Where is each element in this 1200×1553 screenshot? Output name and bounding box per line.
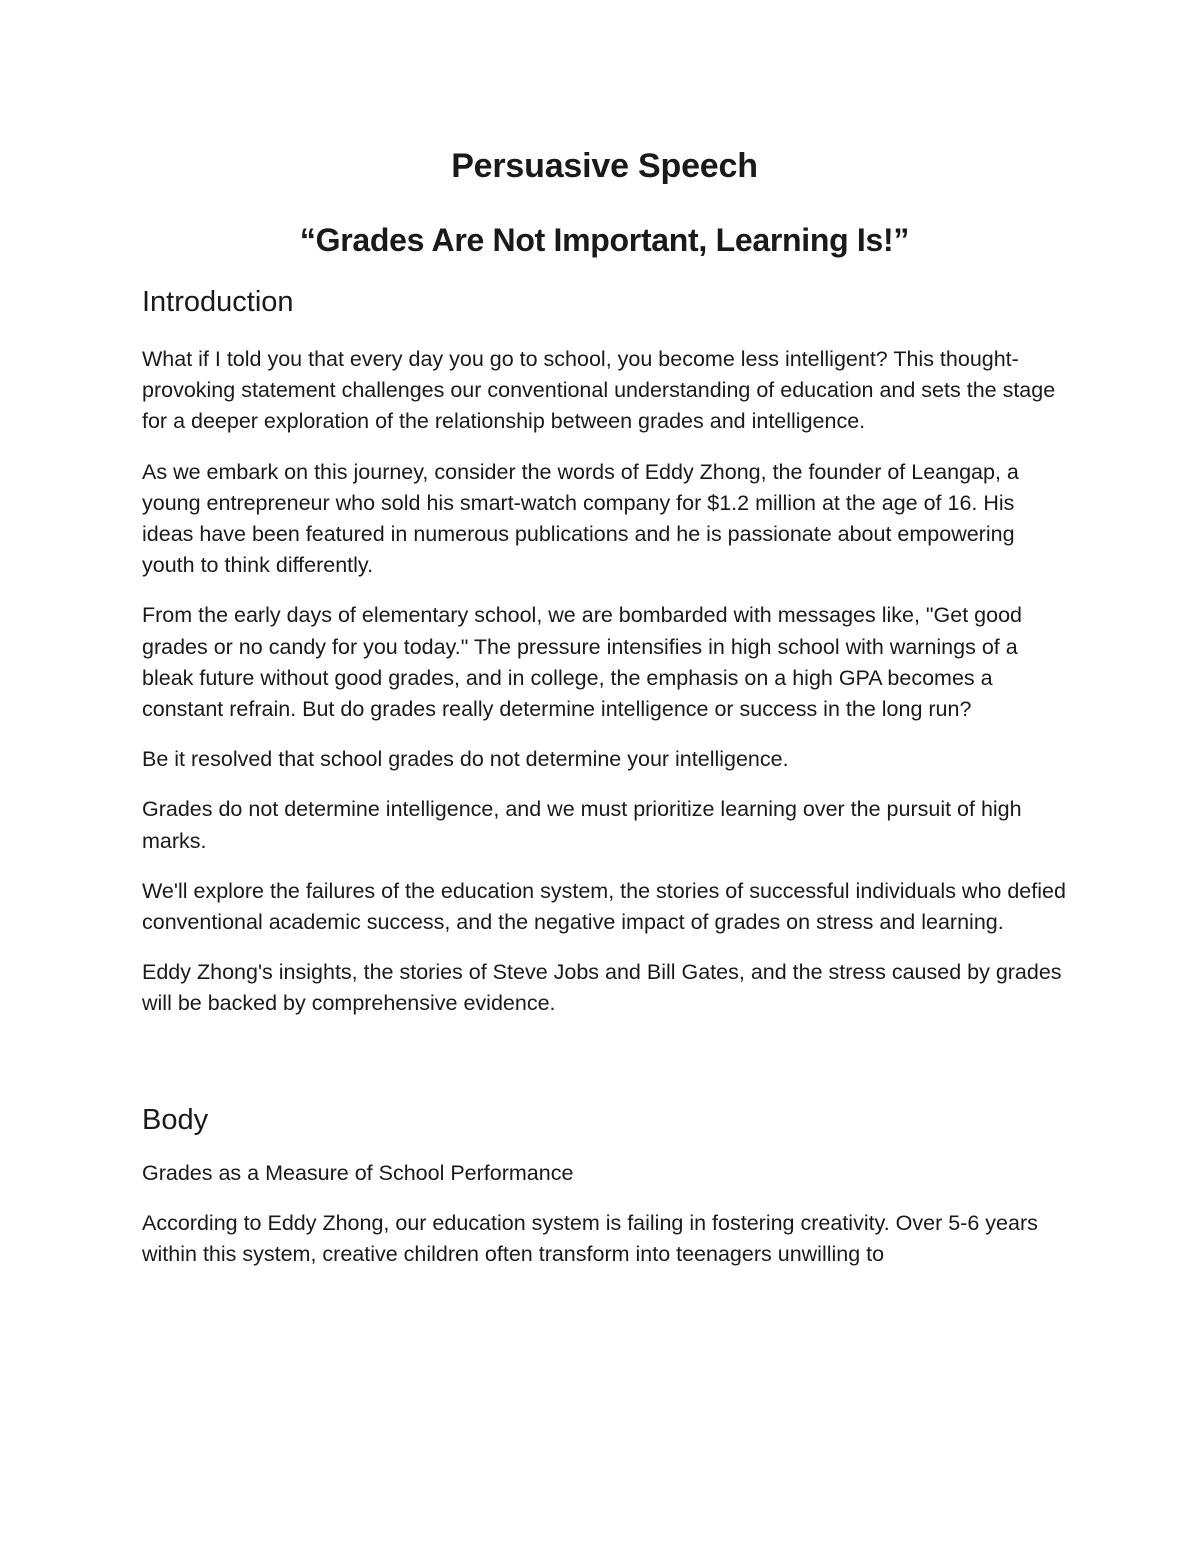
body-heading: Body bbox=[142, 1103, 209, 1136]
body-paragraph: According to Eddy Zhong, our education system is failing in fostering creativity. Over 5-6 years within this system, creative children often transform into teenagers unwilling to bbox=[142, 1210, 1038, 1267]
body-subheading: Grades as a Measure of School Performance bbox=[142, 1160, 574, 1185]
document-content bbox=[142, 140, 1067, 1270]
intro-paragraph: Eddy Zhong's insights, the stories of Steve Jobs and Bill Gates, and the stress caused by grades will be backed by comprehensive evidence. bbox=[142, 960, 1062, 1016]
intro-paragraph: From the early days of elementary school, we are bombarded with messages like, "Get good grades or no candy for you today." The pressure intensifies in high school with warnings of a bleak future without good grades, and in college, the emphasis on a high GPA becomes a constant refrain. But do grades really determine intelligence or success in the long run? bbox=[142, 603, 1022, 722]
intro-paragraph: Grades do not determine intelligence, and we must prioritize learning over the pursuit of high marks. bbox=[142, 797, 1022, 853]
document-subtitle: “Grades Are Not Important, Learning Is!” bbox=[299, 222, 910, 258]
introduction-heading: Introduction bbox=[142, 286, 294, 318]
intro-paragraph: What if I told you that every day you go to school, you become less intelligent? This thought-provoking statement challenges our conventional understanding of education and sets the stage for a deeper exploration of the relationship between grades and intelligence. bbox=[142, 347, 1056, 434]
document-title: Persuasive Speech bbox=[451, 147, 758, 185]
intro-paragraph: Be it resolved that school grades do not determine your intelligence. bbox=[142, 747, 789, 772]
intro-paragraph: As we embark on this journey, consider the words of Eddy Zhong, the founder of Leangap, a young entrepreneur who sold his smart-watch company for $1.2 million at the age of 16. His ideas have been featured in numerous publications and he is passionate about empowering youth to think differently. bbox=[142, 459, 1019, 578]
intro-paragraph: We'll explore the failures of the education system, the stories of successful individuals who defied conventional academic success, and the negative impact of grades on stress and learning. bbox=[142, 878, 1066, 935]
